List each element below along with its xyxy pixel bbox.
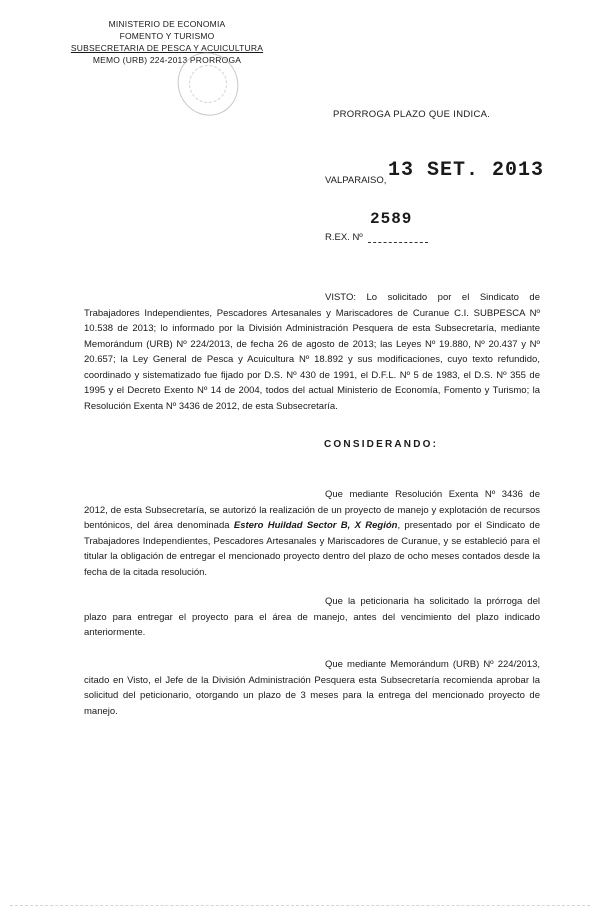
area-name: Estero Huildad Sector B, X Región [233, 520, 398, 531]
considerando-paragraph-2: Que la peticionaria ha solicitado la prórroga del plazo para entregar el proyecto para el área de manejo, antes del vencimiento del plazo indicado anteriormente. [84, 596, 540, 638]
ministry-name: MINISTERIO DE ECONOMIA [108, 19, 226, 29]
subsecretaria-name: SUBSECRETARIA DE PESCA Y ACUICULTURA [70, 43, 264, 53]
resolution-number: 2589 [370, 210, 413, 228]
considerando-paragraph-1 [84, 487, 540, 580]
considerando-heading: CONSIDERANDO: [324, 439, 439, 450]
visto-paragraph: VISTO: Lo solicitado por el Sindicato de Trabajadores Independientes, Pescadores Artesanales y Mariscadores de Curanue C.I. SUBPESCA Nº 10.538 de 2013; lo informado por la División Administración Pesquera de esta Subsecretaría, mediante Memorándum (URB) Nº 224/2013, de fecha 26 de agosto de 2013; las Leyes Nº 19.880, Nº 20.437 y Nº 20.657; la Ley General de Pesca y Acuicultura Nº 18.892 y sus modificaciones, cuyo texto refundido, coordinado y sistematizado fue fijado por D.S. Nº 430 de 1991, el D.F.L. Nº 5 de 1983, el D.S. Nº 355 de 1995 y el Decreto Exento Nº 14 de 2004, todos del actual Ministerio de Economía, Fomento y Turismo; la Resolución Exenta Nº 3436 de 2012, de esta Subsecretaría. [84, 292, 540, 412]
letterhead [52, 18, 282, 66]
date-stamp: 13 SET. 2013 [388, 159, 545, 182]
resolution-label: R.EX. Nº [325, 232, 363, 243]
considerando-paragraph-3: Que mediante Memorándum (URB) Nº 224/2013, citado en Visto, el Jefe de la División Administración Pesquera esta Subsecretaría recomienda aprobar la solicitud del peticionario, otorgando un plazo de 3 meses para la entrega del mencionado proyecto de manejo. [84, 659, 540, 717]
resolution-underline [368, 242, 428, 243]
place-label: VALPARAISO, [325, 175, 387, 186]
c1-text-end: , presentado por el Sindicato de Trabajadores Independientes, Pescadores Artesanales y Mariscadores de Curanue, y se estableció para el titular la obligación de entregar el mencionado proyecto dentro del plazo de ocho meses contados desde la fecha de la citada resolución. [84, 520, 540, 578]
memo-reference: MEMO (URB) 224-2013 PRORROGA [92, 55, 242, 65]
page-footer-marks [10, 905, 590, 912]
c1-text-start: Que mediante Resolución Exenta Nº 3436 de 2012, de esta Subsecretaría, se autorizó la realización de un proyecto de manejo y explotación de recursos bentónicos, del área denominada [84, 489, 540, 531]
subject-reference: PRORROGA PLAZO QUE INDICA. [333, 109, 491, 120]
ministry-subtitle: FOMENTO Y TURISMO [119, 31, 215, 41]
